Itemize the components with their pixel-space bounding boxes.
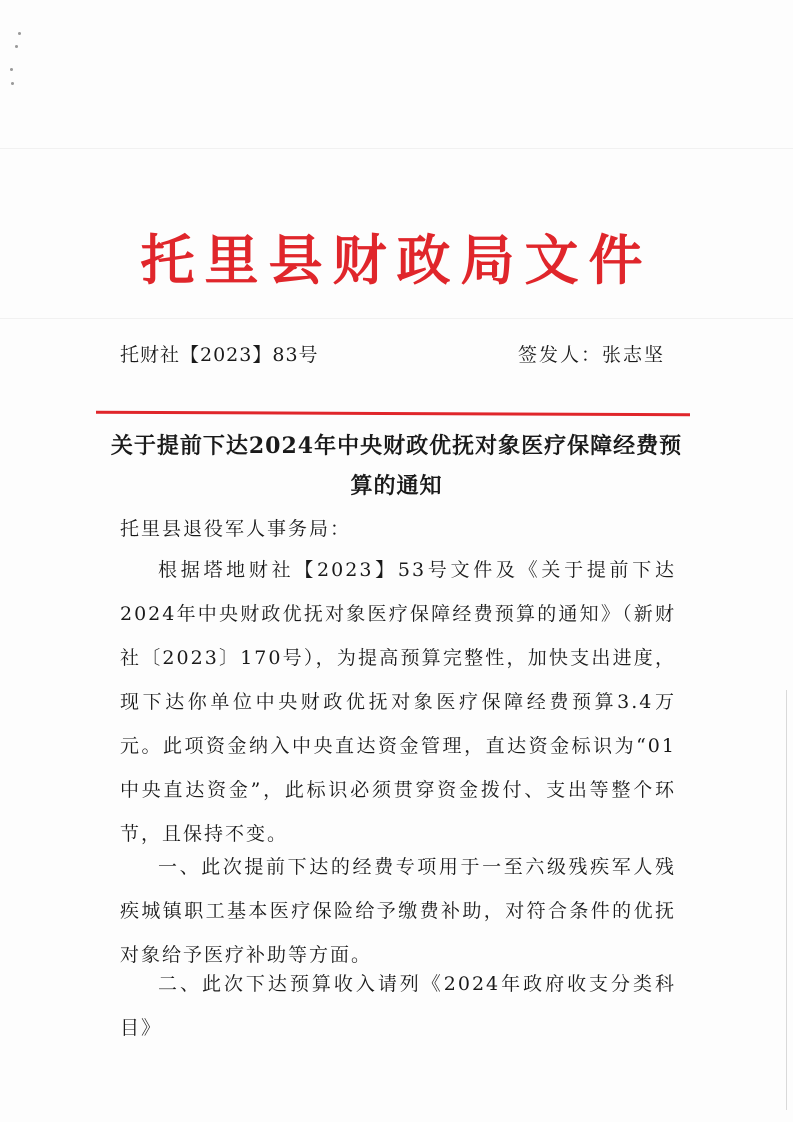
notice-title: 关于提前下达2024年中央财政优抚对象医疗保障经费预算的通知: [110, 433, 683, 499]
scan-line: [0, 148, 793, 149]
red-divider-line: [96, 411, 690, 417]
document-number: 托财社【2023】83号: [120, 344, 319, 366]
scan-edge: [786, 690, 787, 1110]
scan-speck: [18, 32, 21, 35]
body-paragraph-3: 二、此次下达预算收入请列《2024年政府收支分类科目》: [120, 973, 676, 1039]
document-header-title: 托里县财政局文件: [140, 228, 653, 292]
scan-line: [0, 318, 793, 319]
body-paragraph-2: 一、此次提前下达的经费专项用于一至六级残疾军人残疾城镇职工基本医疗保险给予缴费补助，对符合条件的优抚对象给予医疗补助等方面。: [120, 856, 676, 966]
scan-speck: [11, 82, 14, 85]
scan-speck: [10, 68, 13, 71]
issuer-signatory: 签发人：张志坚: [517, 344, 665, 366]
scan-speck: [15, 45, 18, 48]
body-paragraph-1: 根据塔地财社【2023】53号文件及《关于提前下达2024年中央财政优抚对象医疗保障经费预算的通知》（新财社〔2023〕170号），为提高预算完整性，加快支出进度，现下达你单位中央财政优抚对象医疗保障经费预算3.4万元。此项资金纳入中央直达资金管理，直达资金标识为“01中央直达资金”，此标识必须贯穿资金拨付、支出等整个环节，且保持不变。: [120, 559, 676, 845]
recipient-line: 托里县退役军人事务局：: [120, 518, 352, 540]
